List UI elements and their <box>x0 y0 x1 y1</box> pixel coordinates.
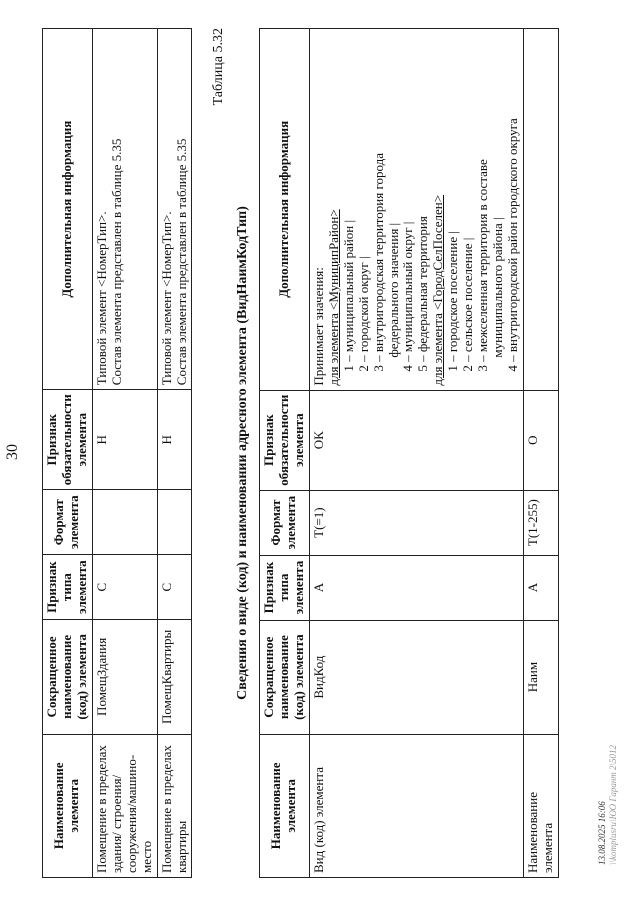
col-header-type: Признак типа элемента <box>43 555 93 620</box>
info-line: 1 – муниципальный район | <box>340 219 356 372</box>
info-line: Состав элемента представлен в таблице 5.35 <box>108 138 124 386</box>
cell-required: Н <box>157 390 192 490</box>
cell-format: T(1-255) <box>523 490 558 555</box>
table-5-31-continuation <box>42 28 192 878</box>
cell-code: ВидКод <box>309 620 523 734</box>
table-header-row <box>260 29 310 878</box>
cell-name: Наименование элемента <box>523 734 558 877</box>
table-row <box>523 29 558 878</box>
info-subheader: для элемента <МуниципРайон> <box>325 209 341 386</box>
info-line: федерального значения | <box>385 222 401 358</box>
table-row <box>92 29 157 878</box>
col-header-code: Сокращенное наименование (код) элемента <box>260 620 310 734</box>
cell-name: Помещение в пределах квартиры <box>157 734 192 877</box>
col-header-type: Признак типа элемента <box>260 555 310 620</box>
info-line: 2 – сельское поселение | <box>460 237 476 372</box>
cell-type: С <box>157 555 192 620</box>
cell-code: ПомещЗдания <box>92 620 157 735</box>
col-header-required: Признак обязательности элемента <box>43 390 93 490</box>
table-row <box>157 29 192 878</box>
col-header-name: Наименование элемента <box>260 734 310 877</box>
info-line: 4 – муниципальный округ | <box>400 221 416 372</box>
info-line: 4 – внутригородской район городского округа <box>505 118 520 372</box>
info-line: 5 – федеральная территория <box>415 216 431 372</box>
cell-format <box>157 490 192 555</box>
cell-code: Наим <box>523 620 558 734</box>
table-5-32 <box>259 28 559 878</box>
print-stamp <box>597 745 619 865</box>
col-header-name: Наименование элемента <box>43 734 93 877</box>
cell-required: Н <box>92 390 157 490</box>
info-line: Типовой элемент <НомерТип>. <box>158 211 174 386</box>
cell-format: T(=1) <box>309 490 523 555</box>
info-line: муниципального района | <box>490 217 506 358</box>
col-header-info: Дополнительная информация <box>260 29 310 391</box>
col-header-format: Формат элемента <box>260 490 310 555</box>
cell-type: С <box>92 555 157 620</box>
info-line: Состав элемента представлен в таблице 5.35 <box>173 138 189 386</box>
cell-name: Помещение в пределах здания/ строения/сооружения/машино-место <box>92 734 157 877</box>
stamp-date: 13.08.2025 16:06 <box>597 801 607 865</box>
cell-info <box>157 29 192 390</box>
col-header-code: Сокращенное наименование (код) элемента <box>43 620 93 735</box>
info-line: Принимает значения: <box>310 267 326 386</box>
info-line: 3 – внутригородская территория города <box>370 153 386 372</box>
cell-required: О <box>523 390 558 490</box>
cell-format <box>92 490 157 555</box>
info-line: 3 – межселенная территория в составе <box>475 159 491 372</box>
cell-info <box>523 29 558 391</box>
col-header-info: Дополнительная информация <box>43 29 93 390</box>
cell-name: Вид (код) элемента <box>309 734 523 877</box>
info-line: 1 – городское поселение | <box>445 231 461 372</box>
cell-type: А <box>309 555 523 620</box>
cell-code: ПомещКвартиры <box>157 620 192 735</box>
cell-required: ОК <box>309 390 523 490</box>
cell-info <box>309 29 523 391</box>
cell-info <box>92 29 157 390</box>
info-line: 2 – городской округ | <box>355 256 371 372</box>
table-row <box>309 29 523 878</box>
col-header-format: Формат элемента <box>43 490 93 555</box>
cell-type: А <box>523 555 558 620</box>
info-subheader: для элемента <ГородСелПоселен> <box>430 194 446 386</box>
table-title: Сведения о виде (код) и наименовании адресного элемента (ВидНаимКодТип) <box>235 206 250 700</box>
stamp-path: \\komplusru\ЮО Гарант 2\5012 <box>607 744 618 865</box>
col-header-required: Признак обязательности элемента <box>260 390 310 490</box>
page-number: 30 <box>4 444 21 460</box>
info-line: Типовой элемент <НомерТип>. <box>93 211 109 386</box>
table-caption: Таблица 5.32 <box>211 28 226 106</box>
table-header-row <box>43 29 93 878</box>
